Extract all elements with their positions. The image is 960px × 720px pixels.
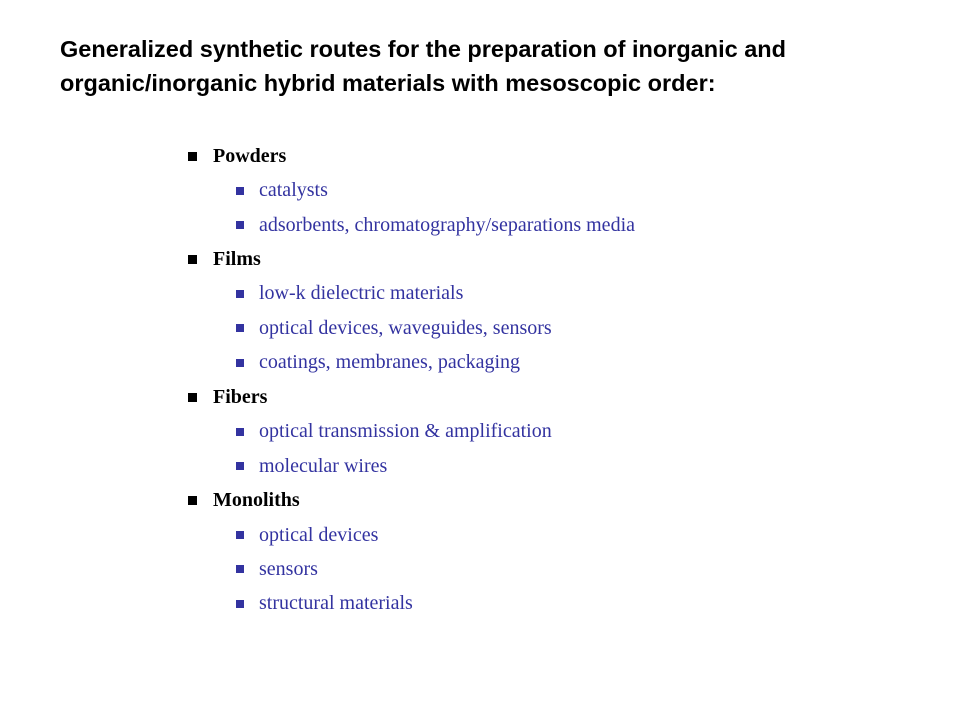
- square-bullet-icon: [236, 187, 244, 195]
- subitem-label: low-k dielectric materials: [259, 282, 464, 305]
- subitem: [188, 518, 908, 552]
- square-bullet-icon: [188, 496, 197, 505]
- subitem: [188, 449, 908, 483]
- subitem: [188, 173, 908, 207]
- square-bullet-icon: [188, 152, 197, 161]
- square-bullet-icon: [236, 221, 244, 229]
- square-bullet-icon: [236, 324, 244, 332]
- square-bullet-icon: [236, 600, 244, 608]
- subitem-label: optical devices: [259, 523, 379, 546]
- category-item: [188, 380, 908, 414]
- subitem-label: adsorbents, chromatography/separations media: [259, 213, 635, 236]
- subitem: [188, 208, 908, 242]
- square-bullet-icon: [236, 359, 244, 367]
- slide-title-line-2: organic/inorganic hybrid materials with mesoscopic order:: [60, 70, 716, 96]
- subitem-label: catalysts: [259, 179, 328, 202]
- square-bullet-icon: [236, 565, 244, 573]
- subitem: [188, 415, 908, 449]
- subitem: [188, 552, 908, 586]
- category-label: Films: [213, 248, 261, 271]
- subitem: [188, 587, 908, 621]
- square-bullet-icon: [236, 290, 244, 298]
- slide-title-line-1: Generalized synthetic routes for the preparation of inorganic and: [60, 36, 787, 62]
- square-bullet-icon: [188, 393, 197, 402]
- category-item: [188, 483, 908, 517]
- square-bullet-icon: [236, 462, 244, 470]
- subitem-label: coatings, membranes, packaging: [259, 351, 521, 374]
- subitem-label: molecular wires: [259, 454, 388, 477]
- subitem-label: optical devices, waveguides, sensors: [259, 316, 552, 339]
- category-label: Monoliths: [213, 489, 300, 512]
- category-label: Fibers: [213, 385, 268, 408]
- subitem-label: structural materials: [259, 592, 413, 615]
- square-bullet-icon: [236, 531, 244, 539]
- subitem: [188, 346, 908, 380]
- category-item: [188, 242, 908, 276]
- category-item: [188, 139, 908, 173]
- category-label: Powders: [213, 144, 287, 167]
- square-bullet-icon: [188, 255, 197, 264]
- subitem-label: sensors: [259, 557, 318, 580]
- bullet-list: [188, 139, 908, 621]
- square-bullet-icon: [236, 428, 244, 436]
- subitem-label: optical transmission & amplification: [259, 420, 552, 443]
- subitem: [188, 311, 908, 345]
- slide-title: [60, 32, 920, 100]
- subitem: [188, 277, 908, 311]
